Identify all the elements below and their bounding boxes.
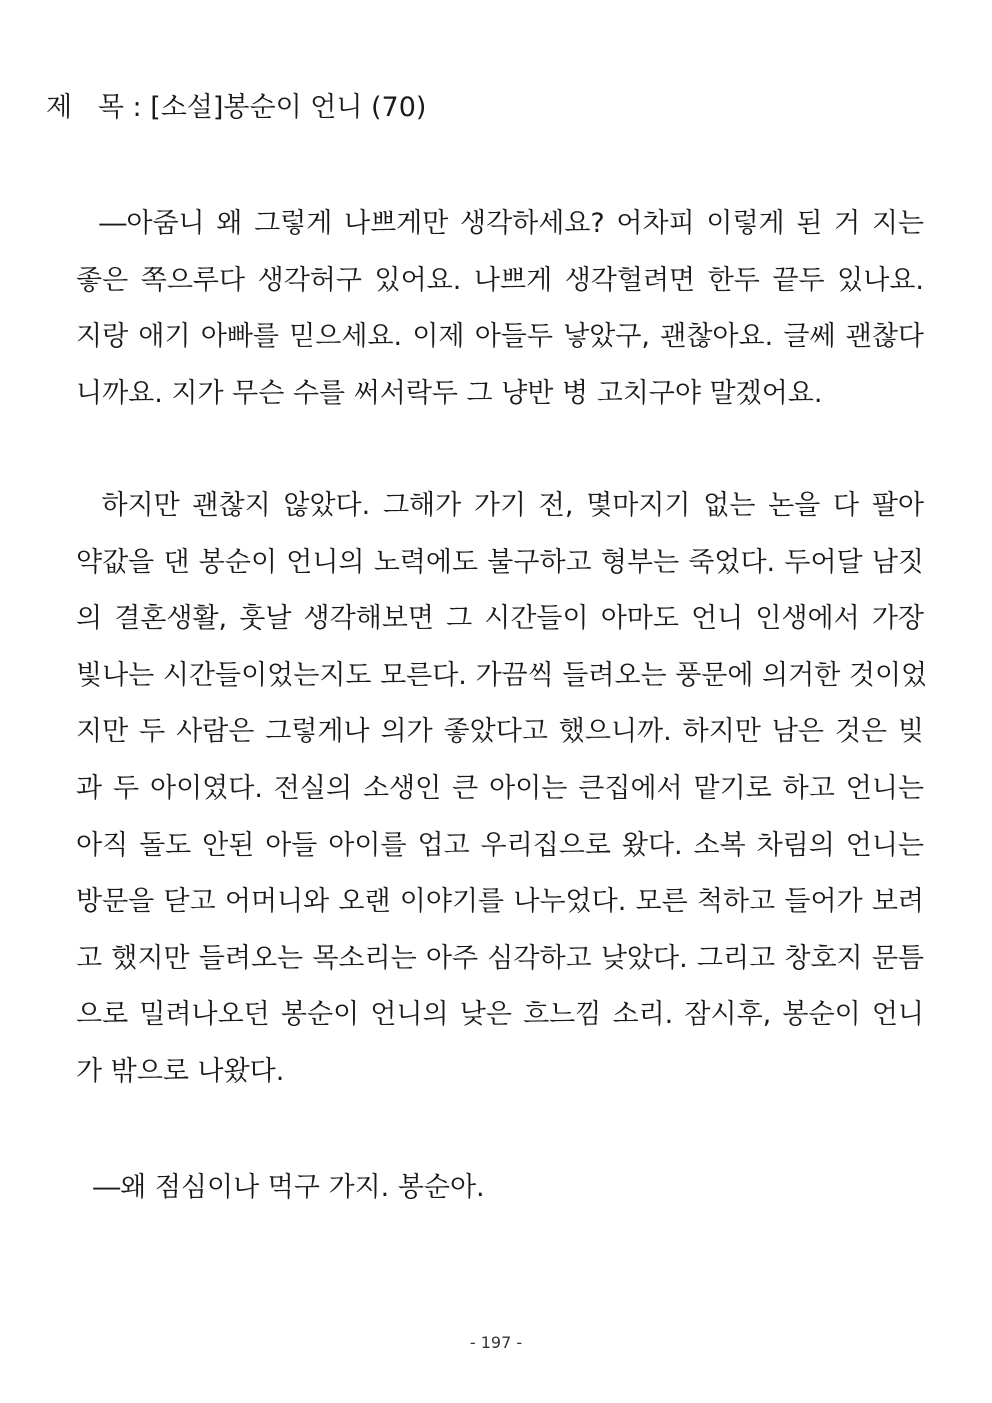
paragraph-2: [76, 478, 928, 1101]
text-line: 지만 두 사람은 그렇게나 의가 좋았다고 했으니까. 하지만 남은 것은 빚: [76, 716, 924, 748]
text-line: ―왜 점심이나 먹구 가지. 봉순아.: [76, 1172, 485, 1203]
text-line: 좋은 쪽으루다 생각허구 있어요. 나쁘게 생각헐려면 한두 끝두 있나요.: [76, 264, 924, 296]
text-line: ―아줌니 왜 그렇게 나쁘게만 생각하세요? 어차피 이렇게 된 거 지는: [76, 208, 924, 239]
text-line: 가 밖으로 나왔다.: [76, 1055, 285, 1087]
text-line: 아직 돌도 안된 아들 아이를 업고 우리집으로 왔다. 소복 차림의 언니는: [76, 829, 924, 861]
text-line: 방문을 닫고 어머니와 오랜 이야기를 나누었다. 모른 척하고 들어가 보려: [76, 886, 924, 918]
title-label: 제 목 :: [46, 92, 151, 123]
text-line: 약값을 댄 봉순이 언니의 노력에도 불구하고 형부는 죽었다. 두어달 남짓: [76, 546, 924, 578]
text-line: 하지만 괜찮지 않았다. 그해가 가기 전, 몇마지기 없는 논을 다 팔아: [76, 490, 924, 521]
paragraph-3: [76, 1160, 924, 1217]
title-text: [소설]봉순이 언니 (70): [150, 92, 427, 123]
text-line: 니까요. 지가 무슨 수를 써서락두 그 냥반 병 고치구야 말겠어요.: [76, 377, 823, 409]
text-line: 과 두 아이였다. 전실의 소생인 큰 아이는 큰집에서 맡기로 하고 언니는: [76, 772, 924, 804]
document-title: [46, 88, 426, 128]
text-line: 지랑 애기 아빠를 믿으세요. 이제 아들두 낳았구, 괜찮아요. 글쎄 괜찮다: [76, 321, 924, 353]
paragraph-1: [76, 196, 924, 422]
text-line: 으로 밀려나오던 봉순이 언니의 낮은 흐느낌 소리. 잠시후, 봉순이 언니: [76, 999, 924, 1031]
text-line: 의 결혼생활, 훗날 생각해보면 그 시간들이 아마도 언니 인생에서 가장: [76, 603, 924, 635]
text-line: 빛나는 시간들이었는지도 모른다. 가끔씩 들려오는 풍문에 의거한 것이었: [76, 659, 928, 691]
text-line: 고 했지만 들려오는 목소리는 아주 심각하고 낮았다. 그리고 창호지 문틈: [76, 942, 924, 974]
page-number: - 197 -: [469, 1333, 523, 1352]
